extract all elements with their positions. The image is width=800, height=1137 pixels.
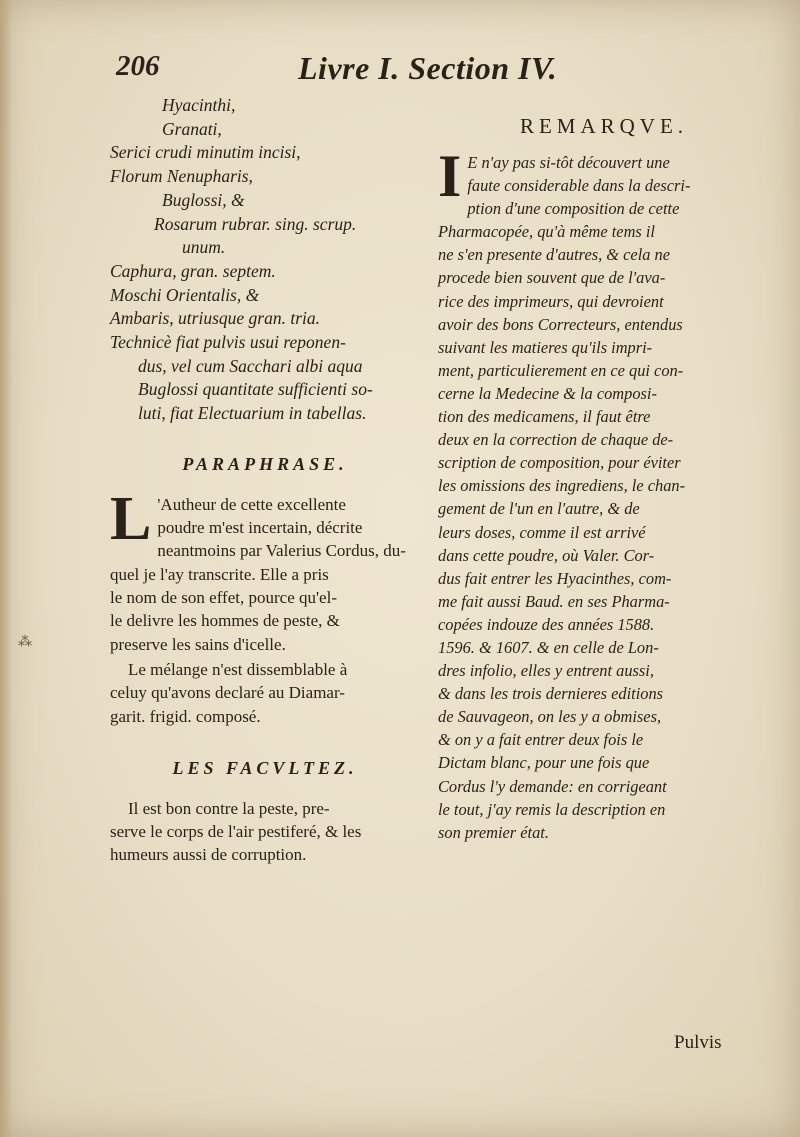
text-line: poudre m'est incertain, décrite xyxy=(157,518,363,538)
text-line: ment, particulierement en ce qui con- xyxy=(438,360,684,380)
page-number: 206 xyxy=(116,50,160,82)
text-line: dus fait entrer les Hyacinthes, com- xyxy=(438,568,672,588)
recipe-line: unum. xyxy=(182,237,226,258)
text-line: garit. frigid. composé. xyxy=(110,706,261,726)
catchword: Pulvis xyxy=(674,1032,722,1053)
text-line: Le mélange n'est dissemblable à xyxy=(128,659,348,679)
facultez-heading: LES FACVLTEZ. xyxy=(172,757,358,778)
text-line: 1596. & 1607. & en celle de Lon- xyxy=(438,637,659,657)
text-line: neantmoins par Valerius Cordus, du- xyxy=(157,541,406,561)
recipe-line: dus, vel cum Sacchari albi aqua xyxy=(138,355,363,376)
text-line: cerne la Medecine & la composi- xyxy=(438,383,657,403)
text-line: suivant les matieres qu'ils impri- xyxy=(438,337,653,357)
text-line: faute considerable dans la descri- xyxy=(467,176,691,196)
remarque-text xyxy=(438,143,770,844)
text-line: Dictam blanc, pour une fois que xyxy=(438,753,650,773)
text-line: dres infolio, elles y entrent aussi, xyxy=(438,661,654,681)
text-line: le nom de son effet, pource qu'el- xyxy=(110,588,337,608)
text-line: tion des medicamens, il faut être xyxy=(438,407,651,427)
text-line: ne s'en presente d'autres, & cela ne xyxy=(438,245,671,265)
text-line: scription de composition, pour éviter xyxy=(438,453,681,473)
right-column xyxy=(438,94,770,844)
text-line: Pharmacopée, qu'à même tems il xyxy=(438,222,655,242)
text-line: dans cette poudre, où Valer. Cor- xyxy=(438,545,655,565)
text-line: de Sauvageon, on les y a obmises, xyxy=(438,707,662,727)
recipe-line: Moschi Orientalis, & xyxy=(110,284,260,305)
text-line: me fait aussi Baud. en ses Pharma- xyxy=(438,591,670,611)
recipe-line: Florum Nenupharis, xyxy=(110,166,253,187)
margin-ornament-icon: ⁂ xyxy=(18,635,32,650)
paraphrase-paragraph-1 xyxy=(110,484,420,656)
recipe-line: Buglossi quantitate sufficienti so- xyxy=(138,379,373,400)
text-line: rice des imprimeurs, qui devroient xyxy=(438,291,664,311)
facultez-text xyxy=(110,797,420,867)
text-line: & dans les trois dernieres editions xyxy=(438,684,664,704)
text-line: le tout, j'ay remis la description en xyxy=(438,799,666,819)
text-line: leurs doses, comme il est arrivé xyxy=(438,522,646,542)
recipe-line: Rosarum rubrar. sing. scrup. xyxy=(154,213,357,234)
text-line: E n'ay pas si-tôt découvert une xyxy=(467,153,670,172)
remarque-heading: REMARQVE. xyxy=(519,114,689,138)
recipe-line: luti, fiat Electuarium in tabellas. xyxy=(138,403,367,424)
drop-cap-letter: I xyxy=(438,143,462,209)
page-gutter-shadow xyxy=(0,0,12,1137)
text-line: Cordus l'y demande: en corrigeant xyxy=(438,776,667,796)
running-title: Livre I. Section IV. xyxy=(298,50,558,86)
text-line: les omissions des ingrediens, le chan- xyxy=(438,476,686,496)
text-line: & on y a fait entrer deux fois le xyxy=(438,730,644,750)
text-line: 'Autheur de cette excellente xyxy=(157,494,346,514)
recipe-line: Ambaris, utriusque gran. tria. xyxy=(110,308,321,329)
text-line: deux en la correction de chaque de- xyxy=(438,430,674,450)
paraphrase-paragraph-2 xyxy=(110,658,420,728)
paraphrase-heading: PARAPHRASE. xyxy=(182,453,348,474)
recipe-line: Caphura, gran. septem. xyxy=(110,260,276,281)
text-line: celuy qu'avons declaré au Diamar- xyxy=(110,683,345,703)
page-header xyxy=(0,50,800,94)
text-line: le delivre les hommes de peste, & xyxy=(110,611,340,631)
text-line: avoir des bons Correcteurs, entendus xyxy=(438,314,683,334)
text-line: son premier état. xyxy=(438,822,549,842)
recipe-line: Buglossi, & xyxy=(162,189,245,210)
left-column xyxy=(110,94,420,867)
text-line: serve le corps de l'air pestiferé, & les xyxy=(110,822,362,842)
text-line: Il est bon contre la peste, pre- xyxy=(128,798,330,818)
text-line: copées indouze des années 1588. xyxy=(438,614,655,634)
recipe-line: Hyacinthi, xyxy=(162,95,236,115)
text-line: gement de l'un en l'autre, & de xyxy=(438,499,640,519)
recipe-list xyxy=(110,94,420,426)
recipe-line: Serici crudi minutim incisi, xyxy=(110,142,301,163)
text-line: humeurs aussi de corruption. xyxy=(110,845,307,865)
recipe-line: Granati, xyxy=(162,118,222,139)
text-line: procede bien souvent que de l'ava- xyxy=(438,268,666,288)
paraphrase-text xyxy=(110,484,420,728)
text-line: preserve les sains d'icelle. xyxy=(110,634,286,654)
text-line: quel je l'ay transcrite. Elle a pris xyxy=(110,564,329,584)
recipe-line: Technicè fiat pulvis usui reponen- xyxy=(110,332,346,353)
text-line: ption d'une composition de cette xyxy=(467,199,680,219)
drop-cap-letter: L xyxy=(110,484,152,553)
